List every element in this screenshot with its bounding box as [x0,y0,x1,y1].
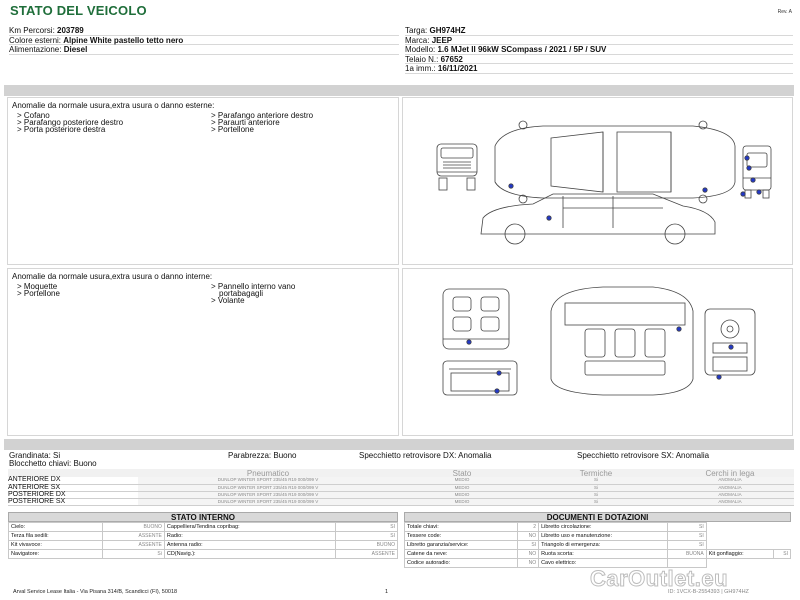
tyre-row [8,499,794,506]
model-row [405,45,793,55]
page-number: 1 [385,589,389,595]
exterior-damage-panel [7,97,399,265]
field-label: Libretto garanzia/service: [405,541,518,550]
tyre-rims: ANOMALIA [666,484,794,491]
exterior-list-1 [17,112,123,133]
field-value: SI [335,523,397,532]
grid-row [405,541,791,550]
grid-row [405,532,791,541]
field-value: 2 [517,523,538,532]
field-value: Si [102,550,164,559]
tyre-rims: ANOMALIA [666,491,794,498]
grid-row [9,523,398,532]
exterior-title: Anomalie da normale usura,extra usura o danno esterne: [12,101,215,110]
tyre-condition: MEDIO [398,499,526,506]
column-header: Cerchi in lega [666,469,794,477]
field-value: BUONO [335,541,397,550]
registration-row [405,64,793,74]
field-label: Antenna radio: [164,541,335,550]
fuel-row [9,45,399,55]
column-header: Pneumatico [138,469,398,477]
tyre-table-header [8,469,794,477]
field-value: SI [774,550,791,559]
exterior-item: > Porta posteriore destra [17,125,106,134]
field-value: SI [335,532,397,541]
color-value: Alpine White pastello tetto nero [63,35,184,45]
damage-marker [745,156,749,160]
field-value: SI [668,523,707,532]
grid-row [9,532,398,541]
tyre-winter: Si [526,499,666,506]
tyre-row [8,491,794,498]
column-header: Stato [398,469,526,477]
interior-title: Anomalie da normale usura,extra usura o danno interne: [12,272,213,281]
section-divider [4,85,794,96]
field-value: BUONA [668,550,707,559]
color-label: Colore esterni: [9,35,62,45]
tyre-position: POSTERIORE SX [8,499,138,506]
km-row [9,26,399,36]
field-label: Tessere code: [405,532,518,541]
grid-row [405,550,791,559]
km-label: Km Percorsi: [9,26,55,35]
tyre-model: DUNLOP WINTER SPORT 235/45 R19 000/099 V [138,477,398,484]
grid-row [405,523,791,532]
field-label: Navigatore: [9,550,103,559]
chassis-row [405,55,793,65]
damage-marker [751,178,755,182]
field-label: Catene da neve: [405,550,518,559]
exterior-list-2 [211,112,313,133]
damage-marker [729,345,733,349]
fuel-label: Alimentazione: [9,45,62,55]
tyre-table [8,469,794,506]
field-label: Libretto uso e manutenzione: [539,532,668,541]
exterior-item: > Parafango posteriore destro [17,118,124,127]
field-label: Cappelliera/Tendina copribag: [164,523,335,532]
field-label: Libretto circolazione: [539,523,668,532]
tyre-position: ANTERIORE SX [8,484,138,491]
cargo-area-icon [443,361,517,395]
plate-row [405,26,793,36]
field-label: Cielo: [9,523,103,532]
damage-marker [495,389,499,393]
tyre-model: DUNLOP WINTER SPORT 235/45 R19 000/099 V [138,491,398,498]
brand-label: Marca: [405,35,430,45]
seats-front-icon [443,289,509,349]
documents-table [404,522,791,568]
damage-marker [497,371,501,375]
tyre-condition: MEDIO [398,484,526,491]
registration-label: 1a imm.: [405,64,436,74]
field-label: Kit gonfiaggio: [706,550,774,559]
field-label: CD(Navig.): [164,550,335,559]
interior-status-table [8,522,398,559]
field-value: NO [517,559,538,568]
footer-reference: ID: 1VCX-B-2554393 | GH974HZ [668,589,749,595]
tyre-row [8,477,794,484]
column-header: Termiche [526,469,666,477]
key-block-status: Blocchetto chiavi: Buono [9,459,97,468]
documents-title: DOCUMENTI E DOTAZIONI [404,512,791,522]
field-value: SI [668,532,707,541]
page-title: STATO DEL VEICOLO [10,3,147,18]
damage-marker [757,190,761,194]
hail-status: Grandinata: Si [9,451,61,460]
vehicle-info-left [9,26,399,55]
damage-marker [741,192,745,196]
field-label: Triangolo di emergenza: [539,541,668,550]
tyre-position: ANTERIORE DX [8,477,138,484]
vehicle-info-right [405,26,793,74]
field-value: NO [517,550,538,559]
windshield-status: Parabrezza: Buono [228,451,297,460]
section-divider [4,439,794,450]
exterior-car-diagram [402,97,793,265]
fuel-value: Diesel [63,45,88,55]
plate-label: Targa: [405,26,428,35]
interior-item: > Volante [211,296,245,305]
exterior-item: > Portellone [211,125,254,134]
tyre-winter: Si [526,484,666,491]
field-label: Totale chiavi: [405,523,518,532]
field-label: Ruota scorta: [539,550,668,559]
interior-item: > Moquette [17,282,58,291]
car-side-view-icon [481,194,715,244]
interior-status-title: STATO INTERNO [8,512,398,522]
brand-value: JEEP [431,35,453,45]
tyre-condition: MEDIO [398,477,526,484]
damage-marker [509,184,513,188]
damage-marker [747,166,751,170]
grid-row [9,550,398,559]
tyre-position: POSTERIORE DX [8,491,138,498]
interior-item: > Portellone [17,289,60,298]
field-value: NO [517,532,538,541]
damage-marker [467,340,471,344]
field-label: Kit vivavoce: [9,541,103,550]
damage-marker [717,375,721,379]
field-label: Terza fila sedili: [9,532,103,541]
field-value: SI [517,541,538,550]
mirror-sx-status: Specchietto retrovisore SX: Anomalia [577,451,710,460]
tyre-winter: Si [526,491,666,498]
damage-marker [547,216,551,220]
footer-company: Arval Service Lease Italia - Via Pisana 314/B, Scandicci (FI), 50018 [13,589,178,595]
tyre-winter: Si [526,477,666,484]
interior-damage-panel [7,268,399,436]
field-value: ASSENTE [335,550,397,559]
car-top-view-icon [495,121,735,203]
color-row [9,36,399,46]
tyre-row [8,484,794,491]
interior-list-1 [17,283,60,297]
exterior-item: > Parafango anteriore destro [211,111,314,120]
damage-marker [703,188,707,192]
car-rear-view-icon [743,146,771,198]
brand-row [405,36,793,46]
car-front-view-icon [437,144,477,190]
grid-row [9,541,398,550]
chassis-label: Telaio N.: [405,54,439,64]
registration-value: 16/11/2021 [437,64,478,74]
damage-marker [677,327,681,331]
model-label: Modello: [405,45,436,55]
chassis-value: 67652 [440,54,463,64]
model-value: 1.6 MJet II 96kW SCompass / 2021 / 5P / SUV [437,45,607,55]
tyre-rims: ANOMALIA [666,499,794,506]
dashboard-icon [705,309,755,375]
field-label: Codice autoradio: [405,559,518,568]
field-label: Cavo elettrico: [539,559,668,568]
km-value: 203789 [57,26,84,35]
plate-value: GH974HZ [429,26,466,35]
field-label: Radio: [164,532,335,541]
tyre-condition: MEDIO [398,491,526,498]
interior-top-view-icon [551,287,693,395]
interior-car-diagram [402,268,793,436]
revision-label: Rev. A [777,9,792,15]
field-value: ASSENTE [102,541,164,550]
interior-item: > Pannello interno vano [211,282,296,291]
tyre-model: DUNLOP WINTER SPORT 235/45 R19 000/099 V [138,484,398,491]
field-value: SI [668,541,707,550]
tyre-model: DUNLOP WINTER SPORT 235/45 R19 000/099 V [138,499,398,506]
tyre-rims: ANOMALIA [666,477,794,484]
field-value: BUONO [102,523,164,532]
mirror-dx-status: Specchietto retrovisore DX: Anomalia [359,451,492,460]
interior-item: portabagagli [219,289,264,298]
watermark-logo: CarOutlet.eu [590,566,729,591]
exterior-item: > Paraurti anteriore [211,118,280,127]
field-value: ASSENTE [102,532,164,541]
exterior-item: > Cofano [17,111,50,120]
interior-list-2 [211,283,295,304]
